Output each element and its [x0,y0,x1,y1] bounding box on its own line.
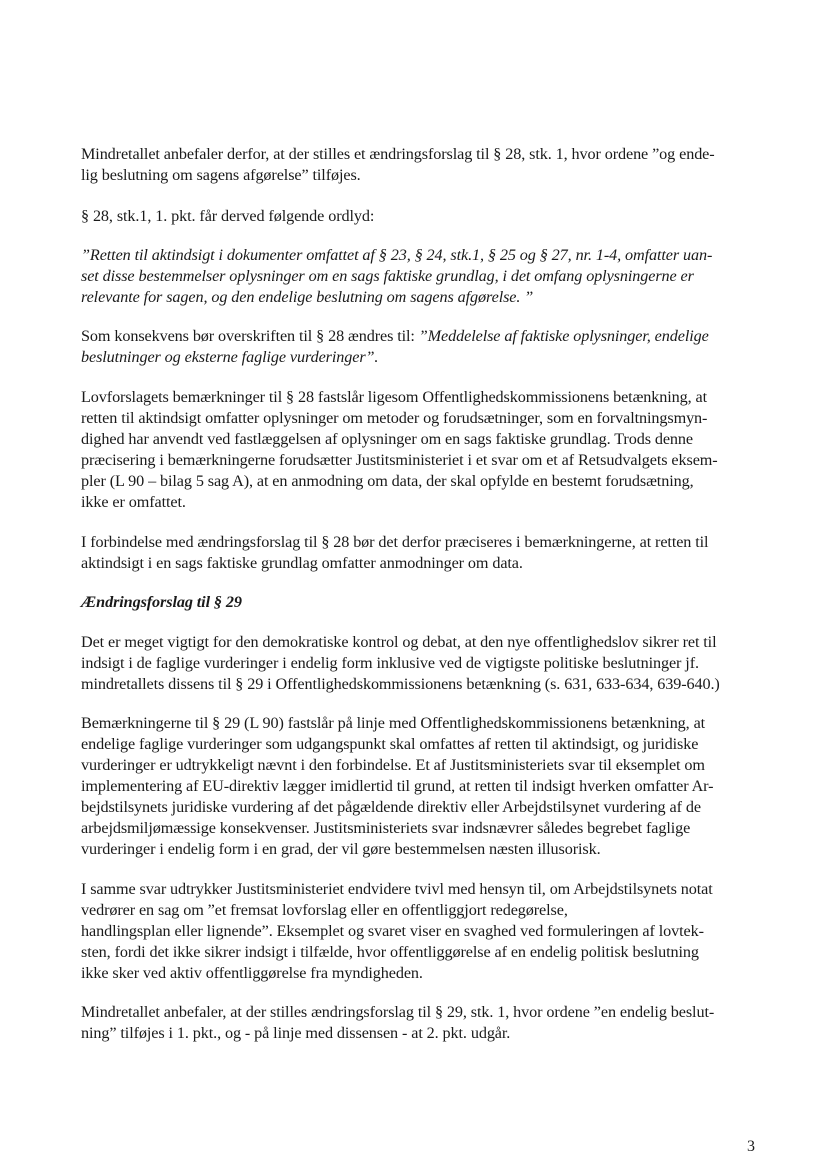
paragraph-7-line-3: mindretallets dissens til § 29 i Offentlighedskommissionens betænkning (s. 631, 633-634, 639-640.) [81,675,720,693]
quote-line-1: ”Retten til aktindsigt i dokumenter omfattet af § 23, § 24, stk.1, § 25 og § 27, nr. 1-4, omfatter uan- [81,246,713,264]
paragraph-5-line-4: præcisering i bemærkningerne forudsætter Justitsministeriet i et svar om et af Retsudvalgets eksem- [81,451,718,469]
paragraph-9-line-4: sten, fordi det ikke sikrer indsigt i tilfælde, hvor offentliggørelse af en endelig politisk beslutning [81,943,699,961]
paragraph-5-line-5: pler (L 90 – bilag 5 sag A), at en anmodning om data, der skal opfylde en bestemt forudsætning, [81,472,694,490]
paragraph-1-line-1: Mindretallet anbefaler derfor, at der stilles et ændringsforslag til § 28, stk. 1, hvor ordene ”og ende- [81,145,715,163]
paragraph-9-line-3: handlingsplan eller lignende”. Eksemplet og svaret viser en svaghed ved formuleringen af lovtek- [81,922,704,940]
paragraph-10-line-2: ning” tilføjes i 1. pkt., og - på linje med dissensen - at 2. pkt. udgår. [81,1024,511,1042]
paragraph-8-line-3: vurderinger er udtrykkeligt nævnt i den forbindelse. Et af Justitsministeriets svar til eksemplet om [81,756,705,774]
paragraph-7-line-1: Det er meget vigtigt for den demokratiske kontrol og debat, at den nye offentlighedslov sikrer ret til [81,633,717,651]
paragraph-8-line-5: bejdstilsynets juridiske vurdering af det pågældende direktiv eller Arbejdstilsynet vurdering af de [81,798,701,816]
quote-line-2: set disse bestemmelser oplysninger om en sags faktiske grundlag, i det omfang oplysningerne er [81,267,694,285]
paragraph-5-line-2: retten til aktindsigt omfatter oplysninger om metoder og forudsætninger, som en forvaltningsmyn- [81,409,708,427]
paragraph-4-line-1 [81,326,709,346]
paragraph-8-line-2: endelige faglige vurderinger som udgangspunkt skal omfattes af retten til aktindsigt, og juridiske [81,735,699,753]
paragraph-9-line-5: ikke sker ved aktiv offentliggørelse fra myndigheden. [81,964,423,982]
paragraph-2: § 28, stk.1, 1. pkt. får derved følgende ordlyd: [81,207,375,225]
paragraph-10-line-1: Mindretallet anbefaler, at der stilles ændringsforslag til § 29, stk. 1, hvor ordene ”en endelig beslut- [81,1003,715,1021]
paragraph-9-line-2: vedrører en sag om ”et fremsat lovforslag eller en offentliggjort redegørelse, [81,901,568,919]
paragraph-5-line-1: Lovforslagets bemærkninger til § 28 fastslår ligesom Offentlighedskommissionens betænkning, at [81,388,708,406]
paragraph-1-line-2: lig beslutning om sagens afgørelse” tilføjes. [81,166,361,184]
paragraph-8-line-1: Bemærkningerne til § 29 (L 90) fastslår på linje med Offentlighedskommissionens betænkning, at [81,714,706,732]
paragraph-4-line-2: beslutninger og eksterne faglige vurderinger”. [81,348,379,366]
paragraph-8-line-4: implementering af EU-direktiv lægger imidlertid til grund, at retten til indsigt hverken omfatter Ar- [81,777,714,795]
paragraph-8-line-7: vurderinger i endelig form i en grad, der vil gøre bestemmelsen næsten illusorisk. [81,840,601,858]
section-heading: Ændringsforslag til § 29 [81,593,242,611]
paragraph-4-prefix: Som konsekvens bør overskriften til § 28 ændres til: [81,327,419,345]
paragraph-5-line-6: ikke er omfattet. [81,493,186,511]
paragraph-6-line-1: I forbindelse med ændringsforslag til § 28 bør det derfor præciseres i bemærkningerne, at retten til [81,533,709,551]
paragraph-5-line-3: dighed har anvendt ved fastlæggelsen af oplysninger om en sags faktiske grundlag. Trods denne [81,430,693,448]
page-number: 3 [747,1138,755,1155]
paragraph-7-line-2: indsigt i de faglige vurderinger i endelig form inklusive ved de vigtigste politiske beslutninger jf. [81,654,699,672]
paragraph-9-line-1: I samme svar udtrykker Justitsministeriet endvidere tvivl med hensyn til, om Arbejdstilsynets notat [81,880,713,898]
quote-line-3: relevante for sagen, og den endelige beslutning om sagens afgørelse. ” [81,288,534,306]
paragraph-4-italic-1: ”Meddelelse af faktiske oplysninger, endelige [418,327,709,345]
paragraph-8-line-6: arbejdsmiljømæssige konsekvenser. Justitsministeriets svar indsnævrer således begrebet faglige [81,819,691,837]
paragraph-6-line-2: aktindsigt i en sags faktiske grundlag omfatter anmodninger om data. [81,554,523,572]
